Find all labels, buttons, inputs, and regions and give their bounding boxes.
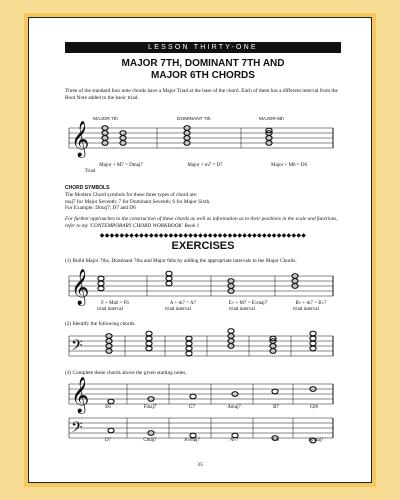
- ex2-chord-6-note: [310, 336, 316, 341]
- page-frame: [24, 13, 376, 487]
- ex2-chord-2-note: [146, 331, 152, 336]
- ex3-treble-start-1-note: [108, 399, 114, 404]
- ex3-bass-label-4: A♭7: [229, 438, 239, 443]
- ex2-chord-2-note: [146, 346, 152, 351]
- ex2-chord-3-note: [186, 351, 192, 356]
- further-reading-note: For further approaches to the construction of these chords as well as information as to their positions in the scale and functions, refer to my 'CONTEMPORARY CHORD WORKBOOK' Book 1: [65, 216, 338, 229]
- ex3-treble-start-3-note: [190, 394, 196, 399]
- bass-clef-icon: 𝄢: [71, 337, 83, 358]
- ex3-treble-start-5-note: [272, 389, 278, 394]
- ex2-chord-3-note: [186, 346, 192, 351]
- ex1-chord-f-note: [98, 276, 104, 281]
- exercise-1-instruction: (1) Build Major 7ths, Dominant 7ths and Major 6ths by adding the appropriate intervals to the Major Chords.: [65, 258, 297, 264]
- symbols-line-1: The Modern Chord symbols for these three types of chord are:: [65, 192, 198, 198]
- example-formula-major7: Major + M7 = Dmaj7: [99, 163, 143, 168]
- ex3-treble-label-2: Fmaj7: [143, 405, 157, 410]
- ex2-chord-3-note: [186, 336, 192, 341]
- ex3-treble-label-1: E6: [105, 405, 111, 410]
- ex1-chord-a-note: [166, 276, 172, 281]
- ex3-treble-label-6: C♯6: [309, 405, 319, 410]
- ex2-chord-6-note: [310, 341, 316, 346]
- ex1-sub-1: triad interval: [97, 307, 123, 312]
- ex3-bass-label-2: Cmaj7: [143, 438, 157, 443]
- ex3-treble-label-3: G7: [188, 405, 196, 410]
- ex1-formula-4: B♭ + m7 = B♭7: [295, 301, 327, 306]
- treble-clef-icon: 𝄞: [71, 121, 90, 157]
- ex1-chord-f-note: [98, 286, 104, 291]
- exercise-2-instruction: (2) Identify the following chords.: [65, 321, 136, 327]
- page-number: 35: [197, 462, 203, 468]
- ex1-sub-2: triad interval: [165, 307, 191, 312]
- music-notation: [29, 18, 371, 482]
- exercises-title: EXERCISES: [171, 240, 235, 252]
- ex1-chord-a-note: [166, 281, 172, 286]
- ex3-bass-start-3-note: [190, 433, 196, 438]
- exercise-3-instruction: (3) Complete these chords above the given starting notes.: [65, 370, 187, 376]
- ex1-chord-f-note: [98, 281, 104, 286]
- ex3-treble-label-5: B7: [273, 405, 279, 410]
- example-header-dominant7: DOMINANT 7th: [177, 117, 211, 122]
- diamond-divider: ◆◆◆◆◆◆◆◆◆◆◆◆◆◆◆◆◆◆◆◆◆◆◆◆◆◆◆◆◆◆◆◆◆◆◆◆◆◆◆◆◆◆: [99, 233, 307, 239]
- lesson-banner: LESSON THIRTY-ONE: [65, 42, 341, 53]
- ex2-chord-3-note: [186, 341, 192, 346]
- example-formula-dominant7: Major + m7 = D7: [187, 163, 223, 168]
- example-header-major6: MAJOR 6th: [259, 117, 284, 122]
- ex1-formula-3: E♭ + M7 = E♭maj7: [228, 301, 268, 306]
- ex1-sub-3: triad interval: [229, 307, 255, 312]
- ex3-bass-label-6: F♯maj7: [308, 438, 324, 443]
- ex1-chord-a-note: [166, 271, 172, 276]
- ex3-bass-start-6-note: [310, 438, 316, 443]
- symbols-line-3: For Example: Dmaj7; D7 and D6: [65, 205, 136, 211]
- ex2-chord-4-note: [228, 329, 234, 334]
- title-line-1: MAJOR 7TH, DOMINANT 7TH AND: [121, 58, 285, 69]
- title-line-2: MAJOR 6TH CHORDS: [151, 70, 255, 81]
- example-triad-label: Triad: [84, 169, 96, 174]
- ex2-chord-6-note: [310, 331, 316, 336]
- symbols-line-2: maj7 for Major Seventh; 7 for Dominant Seventh; 6 for Major Sixth.: [65, 198, 211, 205]
- ex3-bass-label-3: A♭maj7: [184, 438, 200, 443]
- ex3-bass-start-4-note: [232, 433, 238, 438]
- ex1-sub-4: triad interval: [293, 307, 319, 312]
- ex1-formula-2: A + m7 = A7: [169, 301, 197, 306]
- ex2-chord-6-note: [310, 346, 316, 351]
- treble-clef-icon: 𝄞: [71, 377, 90, 413]
- ex3-bass-start-1-note: [108, 428, 114, 433]
- ex3-bass-label-5: G6: [272, 438, 280, 443]
- ex3-treble-label-4: Amaj7: [227, 405, 241, 410]
- ex2-chord-2-note: [146, 336, 152, 341]
- bass-clef-icon: 𝄢: [71, 419, 83, 440]
- book-page: [28, 17, 372, 483]
- intro-paragraph: Three of the standard four note chords have a Major Triad at the base of the chord. Each of them has a different interval from the Root Note added to the basic triad.: [65, 88, 338, 101]
- example-header-major7: MAJOR 7th: [93, 117, 118, 122]
- ex2-chord-2-note: [146, 341, 152, 346]
- example-formula-major6: Major + M6 = D6: [271, 163, 307, 168]
- ex3-bass-label-1: D7: [104, 438, 112, 443]
- chord-symbols-heading: CHORD SYMBOLS: [65, 185, 110, 191]
- treble-clef-icon: 𝄞: [71, 269, 90, 305]
- ex1-formula-1: F + Ma6 = F6: [101, 301, 129, 306]
